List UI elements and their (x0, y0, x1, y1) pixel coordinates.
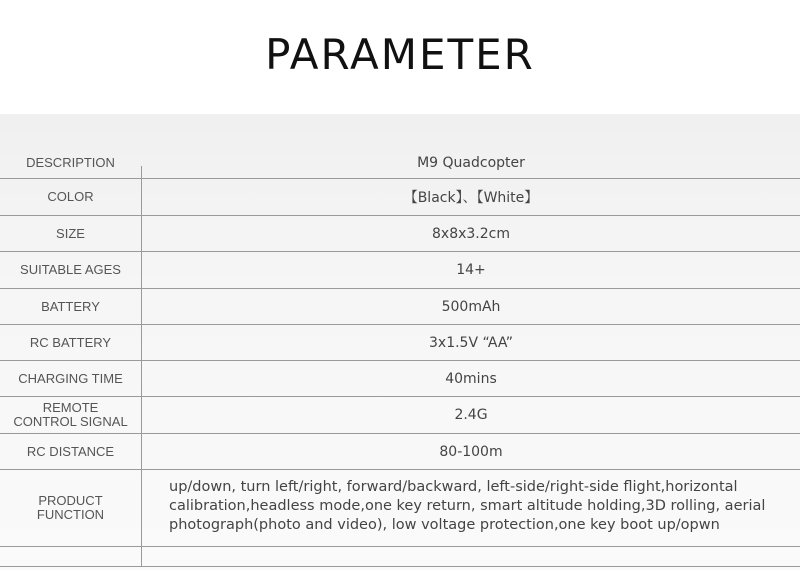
header (0, 0, 800, 114)
row-value-description: M9 Quadcopter (417, 154, 525, 171)
row-label-rc-distance: RC DISTANCE (26, 443, 115, 459)
row-value-product-function: up/down, turn left/right, forward/backward, left-side/right-side flight,horizontal calibration,headless mode,one key return, smart altitude holding,3D rolling, aerial photograph(photo and video), low voltage protection,one key boot up/opwn (169, 479, 766, 533)
row-label-remote-control-signal: REMOTE CONTROL SIGNAL (13, 400, 128, 429)
table-row (0, 252, 800, 289)
row-value-battery: 500mAh (441, 298, 501, 315)
row-value-color: 【Black】、【White】 (403, 190, 539, 206)
table-row (0, 470, 800, 547)
table-row (0, 147, 800, 179)
row-label-product-function: PRODUCT FUNCTION (36, 493, 105, 522)
table-row (0, 361, 800, 397)
row-value-rc-distance: 80-100m (439, 443, 503, 460)
row-label-rc-battery: RC BATTERY (29, 334, 112, 350)
row-value-remote-control-signal: 2.4G (454, 407, 488, 423)
table-row (0, 289, 800, 325)
page-title: PARAMETER (265, 30, 535, 79)
row-label-suitable-ages: SUITABLE AGES (20, 262, 121, 277)
table-row (0, 216, 800, 252)
row-value-size: 8x8x3.2cm (432, 225, 510, 242)
row-label-description: DESCRIPTION (26, 154, 115, 170)
table-row (0, 179, 800, 216)
table-row (0, 397, 800, 434)
row-label-size: SIZE (56, 225, 85, 241)
row-value-suitable-ages: 14+ (456, 262, 486, 278)
row-value-rc-battery: 3x1.5V “AA” (429, 334, 513, 351)
row-label-charging-time: CHARGING TIME (18, 370, 123, 386)
table-bottom-border (0, 566, 800, 567)
row-label-battery: BATTERY (41, 298, 100, 314)
row-value-charging-time: 40mins (445, 370, 497, 387)
table-row (0, 434, 800, 470)
table-row (0, 325, 800, 361)
row-label-color: COLOR (47, 189, 94, 204)
